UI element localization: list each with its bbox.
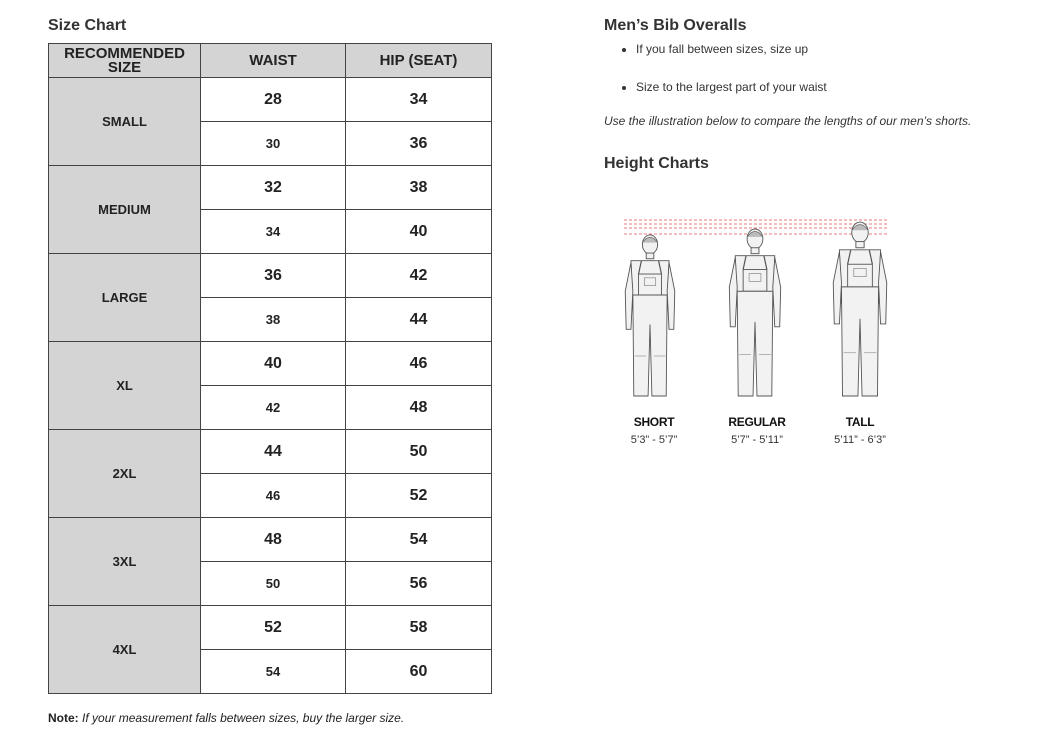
table-row [49, 342, 492, 386]
hip-cell: 48 [346, 386, 492, 430]
hip-cell: 42 [346, 254, 492, 298]
table-row [49, 606, 492, 650]
overalls-figure-tall [833, 222, 887, 396]
size-cell: SMALL [49, 78, 201, 166]
size-chart-table [48, 43, 492, 694]
table-row [49, 518, 492, 562]
fit-tips-list [604, 42, 1034, 94]
waist-cell: 30 [201, 122, 346, 166]
waist-cell: 28 [201, 78, 346, 122]
table-header-row [49, 44, 492, 78]
figure-range-short: 5’3” - 5’7” [630, 434, 678, 446]
size-cell: XL [49, 342, 201, 430]
note-text: If your measurement falls between sizes, buy the larger size. [82, 711, 405, 725]
column-header-size: RECOMMENDED SIZE [49, 44, 201, 78]
table-row [49, 430, 492, 474]
hip-cell: 40 [346, 210, 492, 254]
table-row [49, 166, 492, 210]
hip-cell: 56 [346, 562, 492, 606]
size-cell: LARGE [49, 254, 201, 342]
column-header-hip: HIP (SEAT) [346, 44, 492, 78]
hip-cell: 52 [346, 474, 492, 518]
hip-cell: 38 [346, 166, 492, 210]
note-label: Note: [48, 711, 79, 725]
hip-cell: 58 [346, 606, 492, 650]
waist-cell: 40 [201, 342, 346, 386]
waist-cell: 38 [201, 298, 346, 342]
height-charts-figures [604, 210, 904, 460]
hip-cell: 34 [346, 78, 492, 122]
waist-cell: 46 [201, 474, 346, 518]
waist-cell: 48 [201, 518, 346, 562]
column-header-waist: WAIST [201, 44, 346, 78]
overalls-figure-regular [729, 229, 780, 396]
table-row [49, 254, 492, 298]
hip-cell: 46 [346, 342, 492, 386]
height-charts-title: Height Charts [604, 155, 709, 172]
illustration-note: Use the illustration below to compare the lengths of our men’s shorts. [604, 114, 972, 128]
hip-cell: 54 [346, 518, 492, 562]
size-chart-section [48, 16, 491, 694]
list-item: • If you fall between sizes, size up [636, 42, 1034, 56]
waist-cell: 54 [201, 650, 346, 694]
size-cell: 4XL [49, 606, 201, 694]
waist-cell: 44 [201, 430, 346, 474]
table-row [49, 78, 492, 122]
hip-cell: 60 [346, 650, 492, 694]
hip-cell: 44 [346, 298, 492, 342]
waist-cell: 42 [201, 386, 346, 430]
hip-cell: 36 [346, 122, 492, 166]
waist-cell: 50 [201, 562, 346, 606]
figure-range-regular: 5’7” - 5’11” [731, 434, 783, 446]
fit-info-title: Men’s Bib Overalls [604, 17, 747, 34]
figure-label-regular: REGULAR [728, 415, 786, 429]
list-item: • Size to the largest part of your waist [636, 80, 1034, 94]
fit-info-section [604, 16, 1034, 174]
waist-cell: 32 [201, 166, 346, 210]
size-cell: MEDIUM [49, 166, 201, 254]
hip-cell: 50 [346, 430, 492, 474]
size-cell: 2XL [49, 430, 201, 518]
waist-cell: 34 [201, 210, 346, 254]
figure-range-tall: 5’11” - 6’3” [834, 434, 886, 446]
size-chart-body [49, 78, 492, 694]
waist-cell: 36 [201, 254, 346, 298]
size-cell: 3XL [49, 518, 201, 606]
figure-label-tall: TALL [845, 415, 875, 429]
overalls-figure-short [625, 235, 675, 396]
size-chart-title: Size Chart [48, 17, 127, 34]
figure-label-short: SHORT [633, 415, 675, 429]
waist-cell: 52 [201, 606, 346, 650]
size-note [48, 711, 404, 725]
